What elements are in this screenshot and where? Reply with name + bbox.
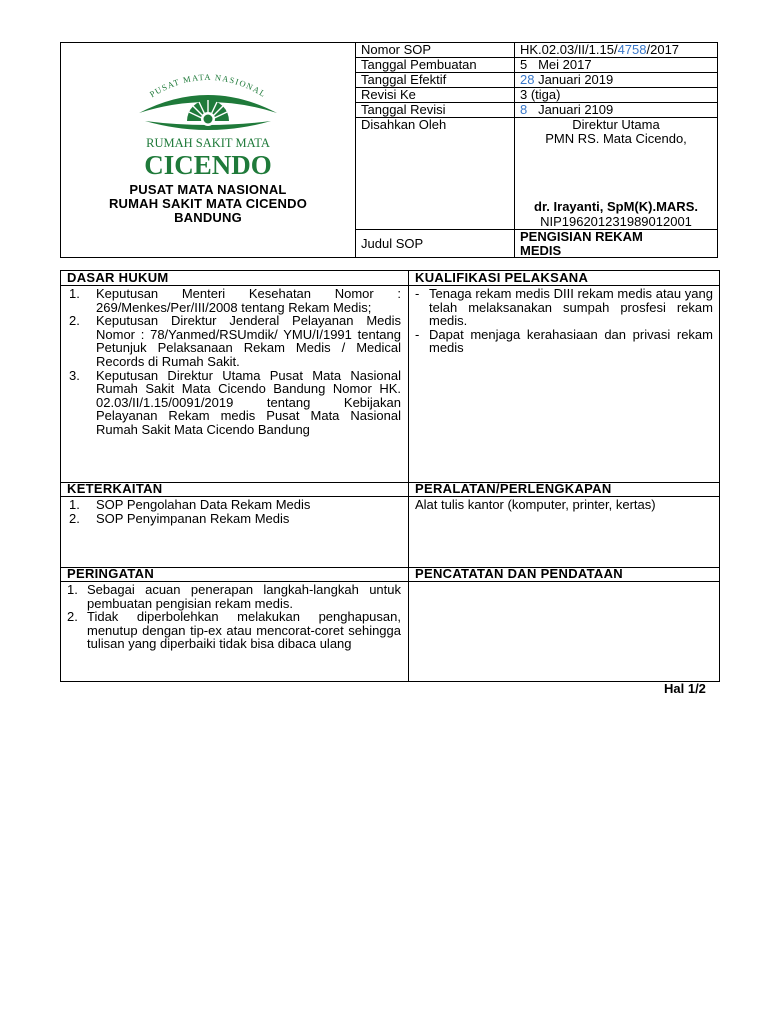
- peralatan-text: Alat tulis kantor (komputer, printer, kertas): [415, 497, 656, 512]
- sop-body-table: [60, 270, 720, 682]
- list-item-text: Tenaga rekam medis DIII rekam medis atau yang telah melaksanakan sumpah prosfesi rekam medis.: [429, 286, 713, 329]
- institution-line: RUMAH SAKIT MATA CICENDO: [108, 196, 308, 211]
- revisi-label: Revisi Ke: [355, 88, 515, 102]
- disahkan-nip: NIP196201231989012001: [540, 214, 692, 229]
- judul-sop-value: [515, 230, 717, 257]
- nomor-post: /2017: [646, 42, 680, 57]
- tgl-revisi-post: Januari 2109: [527, 102, 614, 117]
- tgl-revisi-highlight: 8: [520, 102, 528, 117]
- nomor-sop-label: Nomor SOP: [355, 43, 515, 57]
- meta-row-efektif: [355, 73, 717, 88]
- meta-row-pembuatan: [355, 58, 717, 73]
- disahkan-title1: Direktur Utama: [572, 117, 660, 132]
- disahkan-title2: PMN RS. Mata Cicendo,: [545, 131, 687, 146]
- list-item-text: Keputusan Menteri Kesehatan Nomor : 269/Menkes/Per/III/2008 tentang Rekam Medis;: [96, 286, 401, 315]
- nomor-sop-value: [515, 43, 717, 57]
- revisi-value: 3 (tiga): [520, 87, 561, 102]
- tanggal-pembuatan-label: Tanggal Pembuatan: [355, 58, 515, 72]
- list-item: - Dapat menjaga kerahasiaan dan privasi rekam medis: [415, 326, 713, 356]
- list-item: 2. Tidak diperbolehkan melakukan penghapusan, menutup dengan tip-ex atau mencorat-coret sehingga tulisan yang diperbaiki tidak bisa dibaca ulang: [67, 609, 401, 652]
- tanggal-revisi-label: Tanggal Revisi: [355, 103, 515, 117]
- section-header-row: [61, 482, 719, 497]
- keterkaitan-title: KETERKAITAN: [67, 481, 163, 496]
- list-item-text: Keputusan Direktur Jenderal Pelayanan Medis Nomor : 78/Yanmed/RSUmdik/ YMU/I/1991 tentang Petunjuk Pelaksanaan Rekam Medis / Medical Records di Rumah Sakit.: [96, 313, 401, 369]
- list-item: 1. SOP Pengolahan Data Rekam Medis: [69, 498, 401, 512]
- judul-line: PENGISIAN REKAM: [520, 229, 643, 244]
- list-item: 2. Keputusan Direktur Jenderal Pelayanan Medis Nomor : 78/Yanmed/RSUmdik/ YMU/I/1991 tentang Petunjuk Pelaksanaan Rekam Medis / Medical Records di Rumah Sakit.: [69, 313, 401, 369]
- list-item-text: SOP Penyimpanan Rekam Medis: [96, 510, 290, 526]
- tanggal-pembuatan-value: 5 Mei 2017: [520, 57, 592, 72]
- efektif-highlight: 28: [520, 72, 535, 87]
- dasar-hukum-title: DASAR HUKUM: [67, 270, 169, 285]
- section-header-row: [61, 567, 719, 582]
- list-item: - Tenaga rekam medis DIII rekam medis atau yang telah melaksanakan sumpah prosfesi rekam medis.: [415, 286, 713, 329]
- logo-line1: RUMAH SAKIT MATA: [146, 136, 270, 150]
- meta-row-revisi: [355, 88, 717, 103]
- disahkan-name: dr. Irayanti, SpM(K).MARS.: [534, 199, 698, 214]
- list-item: 1. Sebagai acuan penerapan langkah-langkah untuk pembuatan pengisian rekam medis.: [67, 582, 401, 611]
- logo-line2: CICENDO: [144, 150, 272, 177]
- list-item: 1. Keputusan Menteri Kesehatan Nomor : 269/Menkes/Per/III/2008 tentang Rekam Medis;: [69, 286, 401, 315]
- meta-row-disahkan: [355, 118, 717, 230]
- institution-line: PUSAT MATA NASIONAL: [129, 182, 287, 197]
- disahkan-label: Disahkan Oleh: [355, 118, 515, 229]
- kualifikasi-list: [415, 287, 713, 355]
- list-item: 3. Keputusan Direktur Utama Pusat Mata Nasional Rumah Sakit Mata Cicendo Bandung Nomor HK. 02.03/II/1.15/0091/2019 tentang Kebijakan Pelayanan Rekam medis Pusat Mata Nasional Rumah Sakit Mata Cicendo Bandung: [69, 367, 401, 437]
- keterkaitan-list: [69, 498, 401, 525]
- disahkan-value: [515, 118, 717, 229]
- page-number: Hal 1/2: [664, 681, 706, 696]
- tanggal-revisi-value: [515, 103, 717, 117]
- list-item-text: Sebagai acuan penerapan langkah-langkah untuk pembuatan pengisian rekam medis.: [87, 582, 401, 611]
- judul-line: MEDIS: [520, 243, 562, 258]
- meta-row-tanggal-revisi: [355, 103, 717, 118]
- institution-name: [61, 183, 355, 225]
- peringatan-title: PERINGATAN: [67, 566, 155, 581]
- meta-row-nomor: [355, 43, 717, 58]
- list-item-text: Tidak diperbolehkan melakukan penghapusan, menutup dengan tip-ex atau mencorat-coret sehingga tulisan yang diperbaiki tidak bisa dibaca ulang: [87, 609, 401, 652]
- institution-cell: [61, 43, 356, 257]
- efektif-post: Januari 2019: [534, 72, 614, 87]
- list-item-text: SOP Pengolahan Data Rekam Medis: [96, 497, 311, 512]
- meta-row-judul: [355, 230, 717, 257]
- institution-line: BANDUNG: [174, 210, 242, 225]
- sop-header-table: [60, 42, 718, 258]
- peralatan-title: PERALATAN/PERLENGKAPAN: [415, 481, 612, 496]
- peringatan-list: [67, 583, 401, 651]
- column-divider: [408, 271, 409, 681]
- kualifikasi-title: KUALIFIKASI PELAKSANA: [415, 270, 589, 285]
- nomor-highlight: 4758: [617, 42, 647, 57]
- section-header-row: [61, 271, 719, 286]
- list-item: 2. SOP Penyimpanan Rekam Medis: [69, 512, 401, 526]
- nomor-pre: HK.02.03/II/1.15/: [520, 42, 618, 57]
- tanggal-efektif-value: [515, 73, 717, 87]
- list-item-text: Keputusan Direktur Utama Pusat Mata Nasional Rumah Sakit Mata Cicendo Bandung Nomor HK. 02.03/II/1.15/0091/2019 tentang Kebijakan Pelayanan Rekam medis Pusat Mata Nasional Rumah Sakit Mata Cicendo Bandung: [96, 367, 401, 437]
- sop-meta: [355, 43, 717, 257]
- pencatatan-title: PENCATATAN DAN PENDATAAN: [415, 566, 623, 581]
- dasar-hukum-list: [69, 287, 401, 437]
- hospital-logo: [123, 57, 293, 177]
- list-item-text: Dapat menjaga kerahasiaan dan privasi rekam medis: [429, 326, 713, 356]
- tanggal-efektif-label: Tanggal Efektif: [355, 73, 515, 87]
- logo-arc-text: PUSAT MATA NASIONAL: [147, 71, 269, 100]
- judul-sop-label: Judul SOP: [355, 230, 515, 257]
